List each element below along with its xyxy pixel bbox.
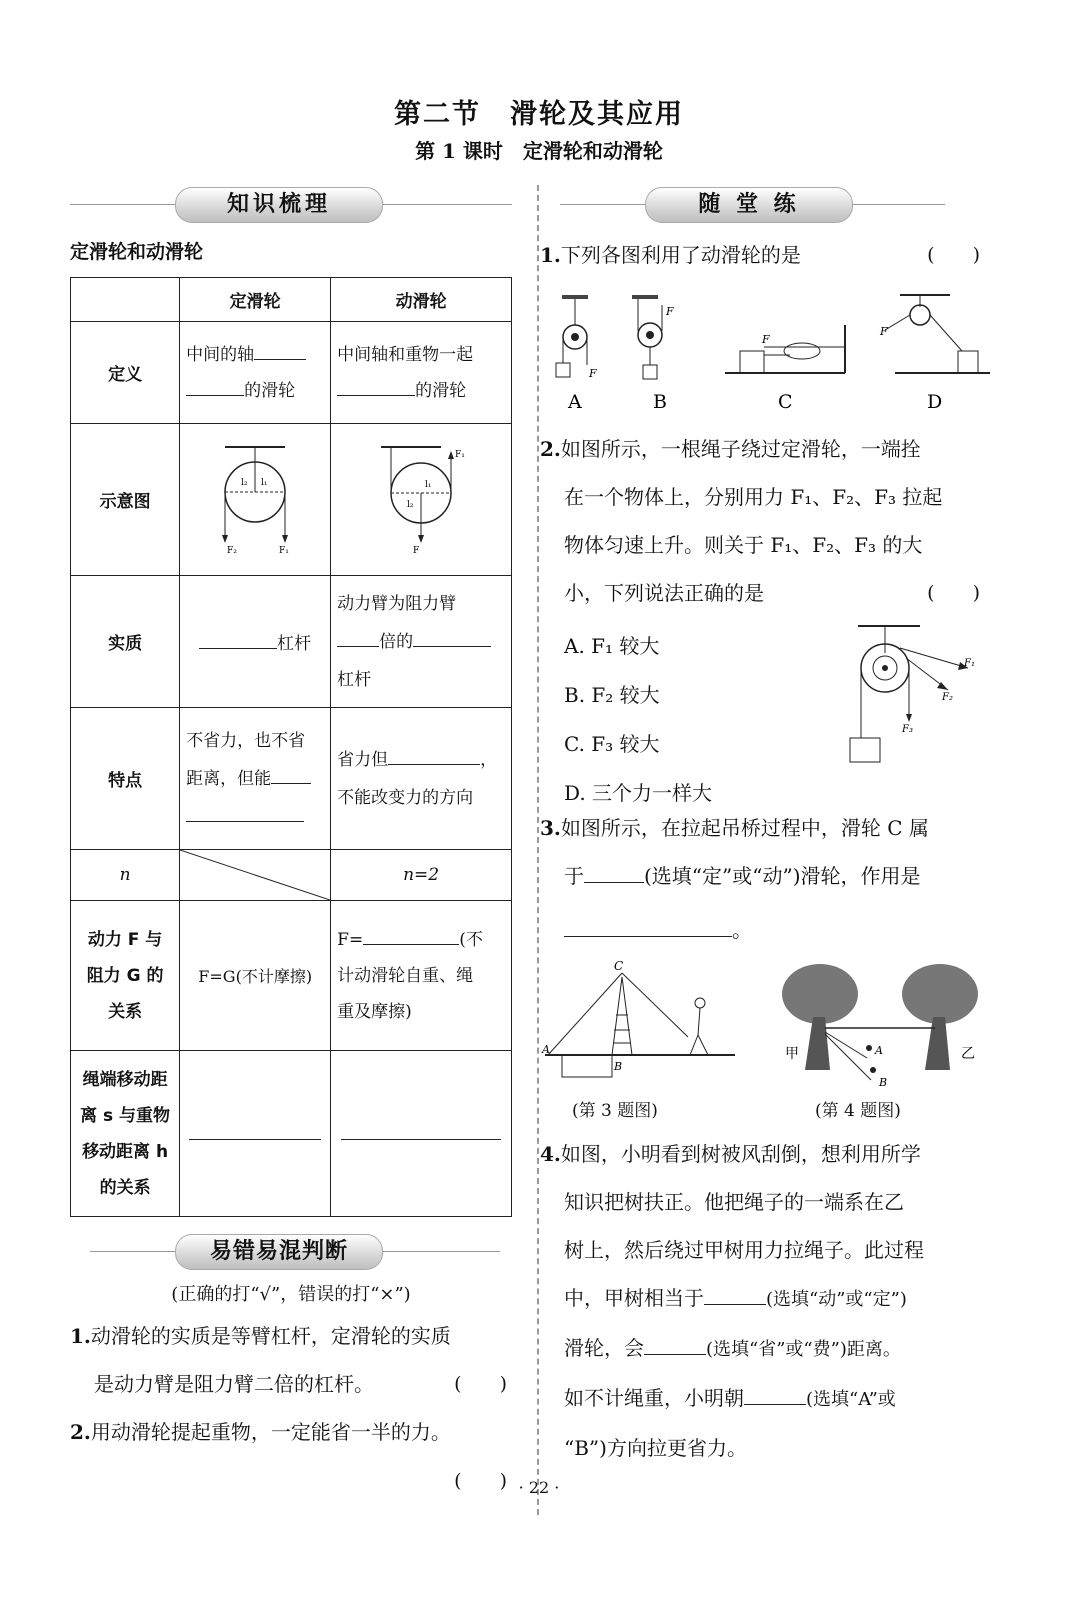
question-3-text: (选填“定”或“动”)滑轮，作用是 (644, 864, 921, 888)
svg-text:F: F (880, 325, 888, 338)
figure-a (556, 295, 597, 380)
fill-blank[interactable] (189, 1122, 321, 1140)
cell-text: n=2 (331, 850, 512, 901)
knowledge-table (70, 277, 512, 1217)
table-row-n (71, 850, 512, 901)
option-d[interactable]: D. 三个力一样大 (564, 781, 713, 805)
fixed-pulley-diagram (185, 437, 325, 557)
question-3-figure (540, 955, 740, 1090)
page-title: 第二节 滑轮及其应用 (394, 99, 684, 130)
table-row-feature (71, 708, 512, 850)
svg-text:A: A (542, 1043, 550, 1056)
option-b[interactable]: B. F₂ 较大 (564, 683, 660, 707)
svg-text:F: F (413, 546, 420, 556)
question-4-text: 如不计绳重，小明朝 (564, 1386, 744, 1410)
row-label-distance: 的关系 (99, 1177, 151, 1198)
svg-text:F₁: F₁ (964, 658, 975, 669)
question-4-text: 滑轮，会 (564, 1336, 644, 1360)
fill-blank[interactable] (363, 927, 459, 945)
fill-blank[interactable] (337, 378, 415, 396)
svg-text:F₃: F₃ (902, 724, 913, 735)
cell-text: 中间的轴 (186, 344, 255, 365)
fig4-label-yi: 乙 (961, 1046, 975, 1062)
cell-text: ， (480, 749, 498, 770)
row-label-distance: 离 s 与重物 (80, 1105, 171, 1126)
section-pill-knowledge: 知识梳理 (175, 187, 383, 223)
svg-text:F₂: F₂ (227, 546, 238, 556)
svg-text:A: A (875, 1044, 883, 1057)
fill-blank[interactable] (199, 631, 277, 649)
answer-bracket[interactable]: ( ) (927, 582, 980, 604)
header-movable-pulley: 动滑轮 (331, 278, 512, 322)
table-row-essence (71, 576, 512, 708)
row-label-diagram: 示意图 (71, 424, 180, 576)
question-3-text: 于 (564, 864, 584, 888)
figure-c (725, 325, 845, 373)
fill-blank[interactable] (254, 342, 306, 360)
cell-text: 的滑轮 (244, 380, 296, 401)
question-number: 2. (70, 1420, 91, 1444)
movable-pulley-diagram (341, 437, 501, 557)
question-4-text: (选填“动”或“定”) (766, 1289, 907, 1310)
question-2-figure (840, 618, 980, 768)
svg-text:l₂: l₂ (241, 478, 248, 488)
row-label-feature: 特点 (71, 708, 180, 850)
question-2-text: 在一个物体上，分别用力 F₁、F₂、F₃ 拉起 (564, 485, 943, 509)
cell-text: 动力臂为阻力臂 (337, 593, 457, 614)
fill-blank[interactable] (704, 1284, 766, 1305)
row-label-distance: 绳端移动距 (82, 1069, 168, 1090)
svg-text:B: B (614, 1060, 623, 1073)
fill-blank[interactable] (341, 1122, 501, 1140)
svg-text:F₂: F₂ (942, 692, 953, 703)
svg-text:l₁: l₁ (261, 478, 268, 488)
question-4-text: 如图，小明看到树被风刮倒，想利用所学 (560, 1142, 921, 1166)
cell-text: 的滑轮 (415, 380, 467, 401)
cell-text: F=G(不计摩擦) (180, 901, 331, 1051)
cell-text: 杠杆 (277, 634, 312, 654)
cell-text: 重及摩擦) (337, 1001, 412, 1022)
answer-bracket[interactable]: ( ) (927, 244, 980, 266)
svg-text:F: F (589, 367, 597, 380)
diagonal-slash (180, 850, 330, 900)
cell-text: 倍的 (379, 631, 414, 652)
fill-blank[interactable] (564, 916, 732, 937)
judgement-2-text: 用动滑轮提起重物，一定能省一半的力。 (90, 1420, 451, 1444)
option-c[interactable]: C. F₃ 较大 (564, 732, 660, 756)
question-number: 2. (540, 437, 561, 461)
judgement-instruction: (正确的打“√”，错误的打“×”) (171, 1284, 411, 1305)
svg-text:F₁: F₁ (455, 450, 465, 460)
cell-text: 不省力，也不省 (186, 730, 306, 751)
question-1-text: 下列各图利用了动滑轮的是 (560, 243, 801, 267)
svg-text:B: B (879, 1076, 888, 1089)
row-label-distance: 移动距离 h (82, 1141, 169, 1162)
fill-blank[interactable] (584, 862, 644, 883)
fill-blank[interactable] (413, 629, 491, 647)
cell-text: 中间轴和重物一起 (337, 344, 474, 365)
fill-blank[interactable] (644, 1334, 706, 1355)
question-4-text: 中，甲树相当于 (564, 1286, 704, 1310)
question-2-text: 小，下列说法正确的是 (564, 581, 764, 605)
cell-text: 距离，但能 (186, 768, 272, 789)
figure-4-caption: (第 4 题图) (815, 1101, 901, 1121)
svg-text:F: F (762, 333, 770, 346)
question-4-figure (775, 962, 985, 1090)
section-pill-practice: 随 堂 练 (645, 187, 853, 223)
question-4-text: “B”)方向拉更省力。 (564, 1436, 747, 1460)
fill-blank[interactable] (186, 804, 304, 822)
judgement-1-text: 是动力臂是阻力臂二倍的杠杆。 (94, 1372, 374, 1396)
question-4-text: (选填“省”或“费”)距离。 (706, 1339, 901, 1360)
judgement-1-text: 动滑轮的实质是等臂杠杆，定滑轮的实质 (90, 1324, 451, 1348)
figure-label-a: A (568, 391, 582, 413)
question-3-text: 。 (732, 918, 752, 942)
fill-blank[interactable] (744, 1384, 806, 1405)
table-row-definition (71, 322, 512, 424)
table-header-row (71, 278, 512, 322)
cell-text: F= (337, 929, 364, 950)
question-2-text: 如图所示，一根绳子绕过定滑轮，一端拴 (560, 437, 921, 461)
fill-blank[interactable] (186, 378, 244, 396)
question-4-text: (选填“A”或 (806, 1389, 896, 1410)
svg-text:C: C (614, 959, 624, 973)
question-number: 1. (70, 1324, 91, 1348)
row-label-definition: 定义 (71, 322, 180, 424)
row-label-essence: 实质 (71, 576, 180, 708)
table-row-force (71, 901, 512, 1051)
figure-label-d: D (927, 391, 943, 413)
question-2-text: 物体匀速上升。则关于 F₁、F₂、F₃ 的大 (564, 533, 923, 557)
fill-blank[interactable] (271, 766, 311, 784)
svg-text:l₁: l₁ (425, 480, 432, 490)
question-3-text: 如图所示，在拉起吊桥过程中，滑轮 C 属 (560, 816, 929, 840)
page-subtitle: 第 1 课时 定滑轮和动滑轮 (415, 139, 663, 163)
cell-text: 省力但 (337, 749, 389, 770)
svg-text:F₁: F₁ (279, 546, 290, 556)
fig4-label-jia: 甲 (785, 1046, 799, 1062)
svg-text:F: F (666, 305, 674, 318)
question-number: 1. (540, 243, 561, 267)
fill-blank[interactable] (337, 629, 379, 647)
answer-bracket[interactable]: ( ) (454, 1470, 507, 1492)
row-label-force: 动力 F 与 (87, 929, 163, 950)
cell-text: 不能改变力的方向 (337, 787, 474, 808)
figure-d (879, 295, 990, 373)
table-row-diagram (71, 424, 512, 576)
svg-text:l₂: l₂ (407, 500, 414, 510)
header-fixed-pulley: 定滑轮 (180, 278, 331, 322)
answer-bracket[interactable]: ( ) (454, 1373, 507, 1395)
table-row-distance (71, 1051, 512, 1217)
option-a[interactable]: A. F₁ 较大 (564, 634, 660, 658)
figure-b (632, 295, 674, 379)
figure-label-c: C (778, 391, 793, 413)
figure-3-caption: (第 3 题图) (572, 1101, 658, 1121)
question-4-text: 知识把树扶正。他把绳子的一端系在乙 (564, 1190, 904, 1214)
section-heading: 定滑轮和动滑轮 (70, 241, 204, 263)
row-label-force: 阻力 G 的 (86, 965, 164, 986)
cell-text: (不 (459, 929, 483, 950)
question-number: 3. (540, 816, 561, 840)
fill-blank[interactable] (388, 747, 480, 765)
row-label-n: n (71, 850, 180, 901)
page-number: · 22 · (518, 1478, 560, 1497)
row-label-force: 关系 (108, 1001, 143, 1022)
question-number: 4. (540, 1142, 561, 1166)
cell-text: 计动滑轮自重、绳 (337, 965, 474, 986)
question-1-figures (540, 285, 990, 420)
section-pill-judgement: 易错易混判断 (175, 1234, 383, 1270)
question-4-text: 树上，然后绕过甲树用力拉绳子。此过程 (564, 1238, 924, 1262)
cell-text: 杠杆 (337, 669, 372, 690)
figure-label-b: B (653, 391, 667, 413)
column-divider (537, 185, 539, 1515)
